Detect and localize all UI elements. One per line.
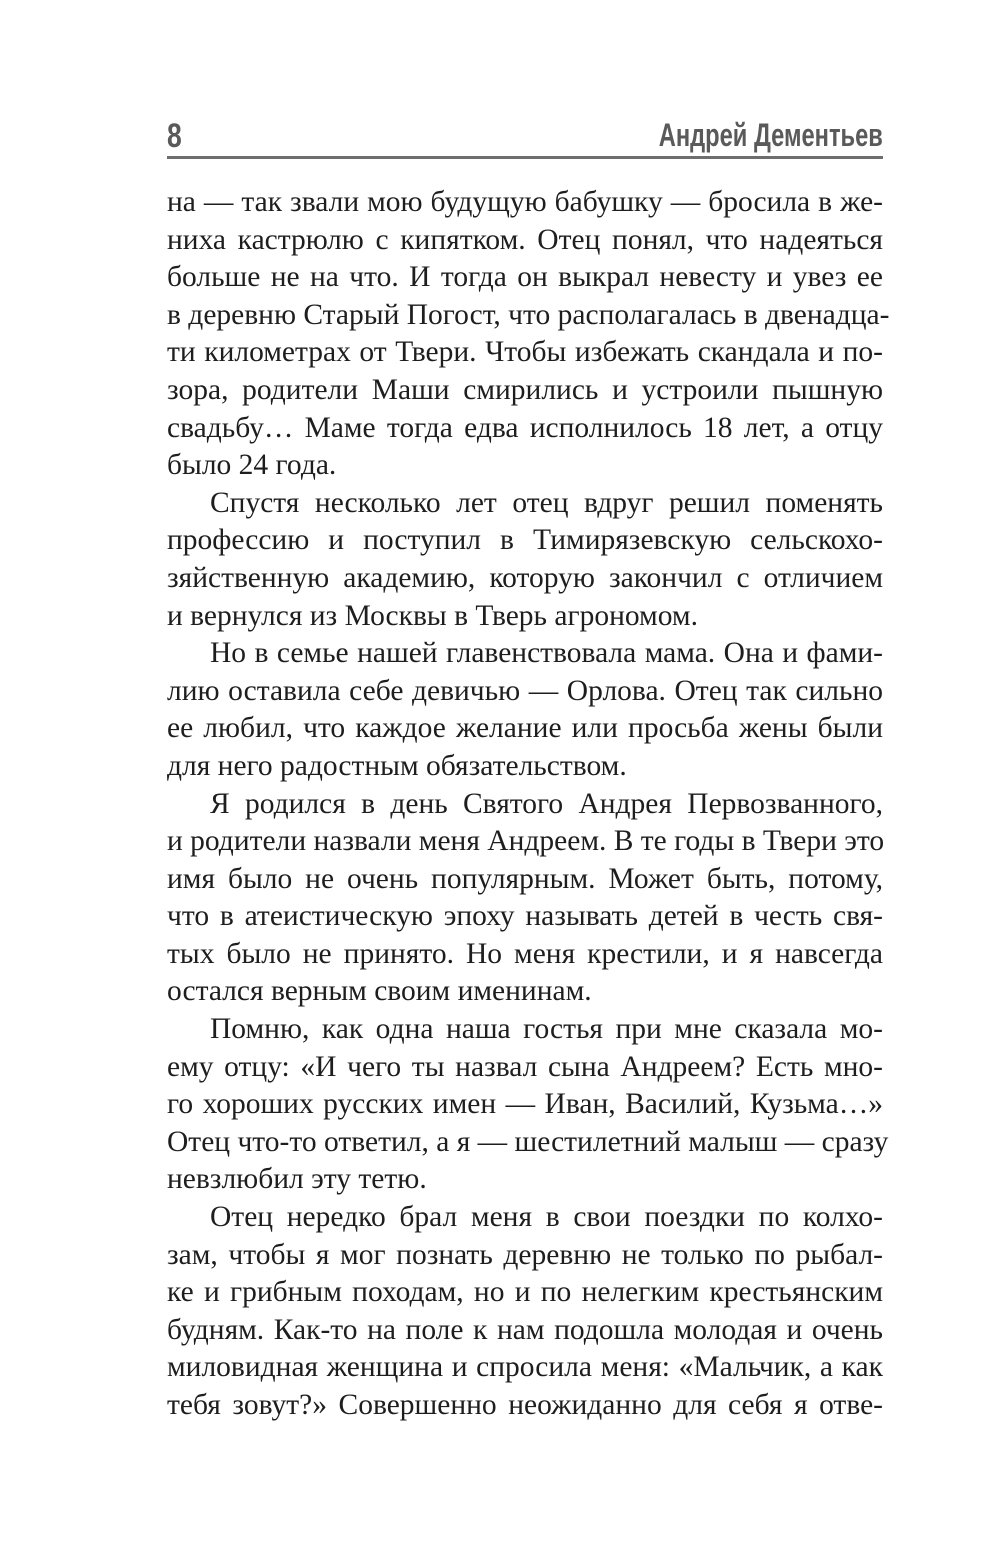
text-line: для него радостным обязательством. bbox=[167, 749, 627, 782]
text-line: будням. Как-то на поле к нам подошла молодая и очень bbox=[167, 1313, 883, 1346]
text-line: и родители назвали меня Андреем. В те годы в Твери это bbox=[167, 825, 885, 858]
text-line: ниха кастрюлю с кипятком. Отец понял, что надеяться bbox=[167, 223, 883, 256]
text-line: тых было не принято. Но меня крестили, и я навсегда bbox=[167, 937, 883, 970]
text-line: в деревню Старый Погост, что располагалась в двенадца- bbox=[167, 298, 890, 331]
text-line: Помню, как одна наша гостья при мне сказала мо- bbox=[210, 1013, 883, 1046]
text-line: свадьбу… Маме тогда едва исполнилось 18 лет, а отцу bbox=[167, 411, 883, 444]
text-line: ему отцу: «И чего ты назвал сына Андреем? Есть мно- bbox=[167, 1050, 883, 1083]
body-text bbox=[167, 184, 890, 1425]
text-line: ти километрах от Твери. Чтобы избежать скандала и по- bbox=[167, 336, 883, 369]
text-line: го хороших русских имен — Иван, Василий, Кузьма…» bbox=[167, 1088, 883, 1121]
text-line: лию оставила себе девичью — Орлова. Отец так сильно bbox=[167, 674, 883, 707]
running-head-author: Андрей Дементьев bbox=[658, 117, 883, 153]
text-line: зора, родители Маши смирились и устроили пышную bbox=[167, 373, 883, 406]
text-line: зяйственную академию, которую закончил с отличием bbox=[167, 561, 883, 594]
page-number: 8 bbox=[167, 117, 182, 155]
text-line: миловидная женщина и спросила меня: «Мальчик, а как bbox=[167, 1351, 883, 1384]
text-line: было 24 года. bbox=[167, 449, 337, 482]
text-line: больше не на что. И тогда он выкрал невесту и увез ее bbox=[167, 261, 883, 294]
text-line: ее любил, что каждое желание или просьба жены были bbox=[167, 712, 883, 745]
text-line: Отец что-то ответил, а я — шестилетний малыш — сразу bbox=[167, 1125, 889, 1158]
text-line: что в атеистическую эпоху называть детей в честь свя- bbox=[167, 900, 883, 933]
text-line: Я родился в день Святого Андрея Первозванного, bbox=[210, 787, 883, 820]
text-line: невзлюбил эту тетю. bbox=[167, 1163, 427, 1196]
text-line: тебя зовут?» Совершенно неожиданно для себя я отве- bbox=[167, 1389, 883, 1421]
running-header bbox=[167, 112, 883, 159]
text-line: Спустя несколько лет отец вдруг решил поменять bbox=[210, 486, 883, 519]
text-line: Но в семье нашей главенствовала мама. Она и фами- bbox=[210, 637, 883, 670]
text-line: ке и грибным походам, но и по нелегким крестьянским bbox=[167, 1276, 883, 1309]
text-line: имя было не очень популярным. Может быть, потому, bbox=[167, 862, 883, 895]
text-line: остался верным своим именинам. bbox=[167, 975, 592, 1008]
text-line: профессию и поступил в Тимирязевскую сельскохо- bbox=[167, 524, 883, 557]
text-line: на — так звали мою будущую бабушку — бросила в же- bbox=[167, 186, 883, 218]
text-line: зам, чтобы я мог познать деревню не только по рыбал- bbox=[167, 1238, 883, 1271]
text-line: Отец нередко брал меня в свои поездки по колхо- bbox=[210, 1201, 883, 1234]
text-line: и вернулся из Москвы в Тверь агрономом. bbox=[167, 599, 698, 632]
